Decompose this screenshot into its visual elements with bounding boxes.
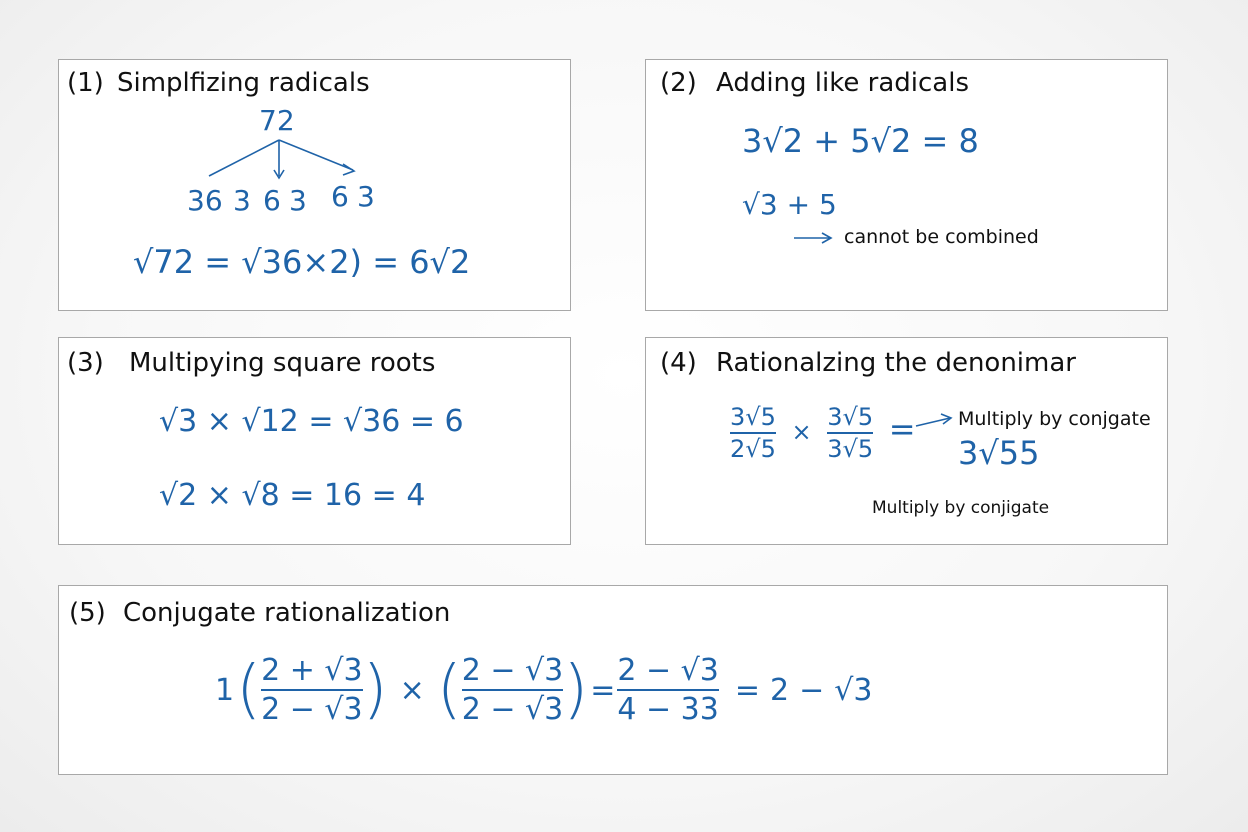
equals-sign: = [734, 672, 761, 708]
radical: √ 3 [681, 653, 719, 688]
fraction [261, 654, 363, 726]
equals-sign: = [921, 122, 949, 160]
annotation-note: cannot be combined [844, 226, 1039, 248]
operator: − [799, 672, 825, 708]
coefficient: 2 [730, 435, 746, 464]
panel-title: Rationalzing the denonimar [716, 348, 1076, 378]
factor-leaf: 6 [263, 184, 281, 217]
coefficient: 3 [730, 403, 746, 431]
panel-title: Conjugate rationalization [123, 598, 451, 628]
denominator: 4 − 33 [617, 692, 719, 727]
factor-leaf: 6 [331, 180, 349, 213]
equals-sign: = [204, 243, 232, 281]
factor-leaf: 3 [289, 184, 307, 217]
radical: √ 12 [241, 404, 298, 439]
arrow-right-icon [646, 60, 1169, 312]
radical: √ 3 [742, 188, 778, 221]
panel-rationalizing-denominator [645, 337, 1168, 545]
plus-sign: + [786, 188, 811, 221]
radical: √ 3 [159, 404, 197, 439]
equals-sign: = [590, 672, 616, 708]
times-sign: × [399, 672, 425, 708]
radical: √ 2 [430, 243, 471, 281]
result: 4 [406, 478, 426, 513]
multiply-equation-2 [159, 478, 425, 513]
coefficient: 3 [958, 434, 979, 472]
radical: √ 5 [843, 403, 874, 431]
term: 2 [617, 653, 637, 688]
factor-leaf: 36 [187, 184, 223, 217]
panel-number: (5) [69, 598, 106, 628]
radical: √ 3 [324, 692, 362, 727]
panel-adding-like-radicals [645, 59, 1168, 311]
times-sign: × [206, 478, 232, 513]
left-paren: ( [236, 653, 262, 727]
radical: √ 55 [978, 434, 1039, 472]
coefficient: 6 [409, 243, 430, 281]
right-paren: ) [362, 653, 388, 727]
plus-sign: + [813, 122, 841, 160]
radical: √ 2 [159, 478, 197, 513]
panel-number: (1) [67, 68, 104, 98]
operator: + [289, 653, 315, 688]
operator: − [289, 692, 315, 727]
coefficient: 3 [827, 435, 843, 464]
term: 2 [461, 692, 481, 727]
radical: √ 3 [324, 653, 362, 688]
panel-number: (2) [660, 68, 697, 98]
coefficient: 3 [742, 122, 763, 160]
fraction [617, 654, 719, 726]
panel-simplifying-radicals [58, 59, 571, 311]
operator: − [645, 653, 672, 688]
radical: √ 3 [525, 692, 563, 727]
result: 6 [444, 404, 464, 439]
radical: √ 3 [834, 673, 872, 708]
conjugate-equation [215, 642, 872, 738]
equals-sign: = [308, 404, 334, 439]
annotation-note: Multiply by conjigate [872, 498, 1050, 518]
equals-sign: = [289, 478, 315, 513]
panel-conjugate-rationalization [58, 585, 1168, 775]
radical: √ 72 [133, 243, 194, 281]
radical: √ 5 [745, 403, 776, 431]
multiply-equation-1 [159, 404, 464, 439]
term: 2 [261, 692, 281, 727]
result: 8 [958, 122, 979, 160]
radical: √ 36 [343, 404, 400, 439]
panel-title: Multipying square roots [129, 348, 436, 378]
panel-number: (3) [67, 348, 104, 378]
fraction [462, 654, 564, 726]
equals-sign: = [371, 478, 397, 513]
equals-sign: = [888, 410, 916, 449]
equals-sign: = [409, 404, 435, 439]
equals-sign: = [372, 243, 400, 281]
times-sign: × [206, 404, 232, 439]
left-paren: ( [436, 653, 462, 727]
term: 5 [818, 188, 837, 221]
radical: √ 8 [241, 478, 279, 513]
panel-title: Simplfizing radicals [117, 68, 370, 98]
term: 2 [770, 672, 790, 708]
term: 2 [461, 653, 481, 688]
coefficient: 1 [215, 672, 235, 708]
right-paren: ) [563, 653, 589, 727]
coefficient: 3 [827, 403, 843, 431]
factor-leaf: 3 [357, 180, 375, 213]
term: 16 [323, 478, 363, 513]
radical: √ 5 [745, 435, 776, 463]
times-sign: × [791, 418, 812, 447]
rationalize-result [958, 434, 1039, 472]
panel-title: Adding like radicals [716, 68, 969, 98]
simplify-equation [133, 243, 470, 281]
coefficient: 5 [850, 122, 871, 160]
radical: √ 2 [762, 122, 803, 160]
factor-tree-root: 72 [259, 104, 295, 137]
annotation-note: Multiply by conjgate [958, 408, 1151, 430]
panel-multiplying-square-roots [58, 337, 571, 545]
radical: √ 36×2) [241, 243, 362, 281]
operator: − [490, 653, 516, 688]
radical: √ 5 [843, 435, 874, 463]
term: 2 [261, 653, 281, 688]
operator: − [490, 692, 516, 727]
radical: √ 3 [525, 653, 563, 688]
panel-number: (4) [660, 348, 697, 378]
factor-leaf: 3 [233, 184, 251, 217]
radical: √ 2 [871, 122, 912, 160]
